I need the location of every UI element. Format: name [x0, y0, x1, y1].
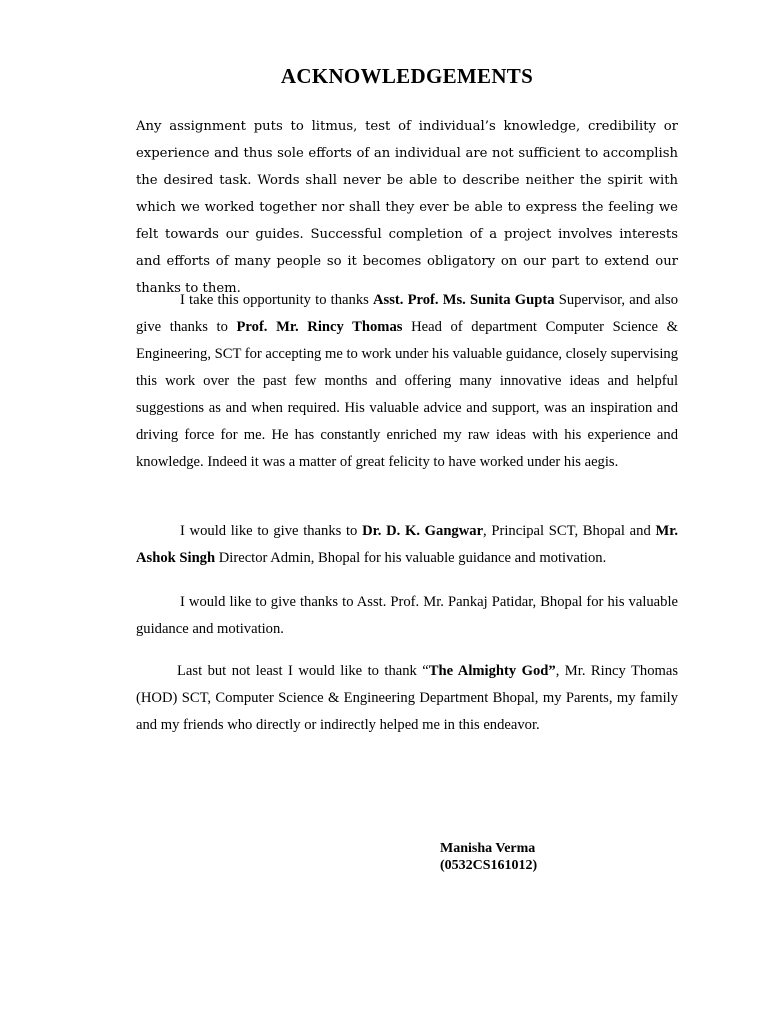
text-segment: Head of department Computer Science & Engineering, SCT for accepting me to work under his valuable guidance, closely supervising this work over the past few months and offering many innovative ideas and helpful suggestions as and when required. His valuable advice and support, was an inspiration and driving force for me. He has constantly enriched my raw ideas with his experience and knowledge. Indeed it was a matter of great felicity to have worked under his aegis.	[136, 319, 678, 470]
document-page	[136, 0, 678, 1024]
paragraph-intro: Any assignment puts to litmus, test of individual’s knowledge, credibility or experience and thus sole efforts of an individual are not sufficient to accomplish the desired task. Words shall never be able to describe neither the spirit with which we worked together nor shall they ever be able to express the feeling we felt towards our guides. Successful completion of a project involves interests and efforts of many people so it becomes obligatory on our part to extend our thanks to them.	[136, 119, 678, 296]
text-segment: Supervisor, and also give thanks to	[136, 292, 678, 335]
text-segment: , Mr. Rincy Thomas (HOD) SCT, Computer Science & Engineering Department Bhopal, my Parents, my family and my friends who directly or indirectly helped me in this endeavor.	[136, 663, 679, 733]
name-ashok-singh: Mr. Ashok Singh	[136, 523, 678, 566]
signature-id: (0532CS161012)	[440, 858, 538, 873]
paragraph-final-thanks	[136, 658, 678, 739]
text-segment: I take this opportunity to thanks	[180, 292, 373, 308]
paragraph-patidar-thanks: I would like to give thanks to Asst. Prof. Mr. Pankaj Patidar, Bhopal for his valuable guidance and motivation.	[136, 594, 678, 637]
text-segment: , Principal SCT, Bhopal and	[483, 523, 656, 539]
text-segment: Last but not least I would like to thank “	[177, 663, 429, 679]
paragraph-principal-thanks	[136, 518, 678, 572]
name-sunita-gupta: Asst. Prof. Ms. Sunita Gupta	[373, 292, 555, 308]
text-segment: Director Admin, Bhopal for his valuable guidance and motivation.	[215, 550, 607, 566]
signature-block	[440, 840, 537, 874]
name-rincy-thomas: Prof. Mr. Rincy Thomas	[236, 319, 403, 335]
signature-name: Manisha Verma	[440, 841, 536, 856]
phrase-almighty-god: The Almighty God	[428, 663, 549, 679]
page-title: ACKNOWLEDGEMENTS	[280, 64, 534, 88]
closing-quote: ”	[548, 663, 556, 679]
text-segment: I would like to give thanks to	[180, 523, 363, 539]
name-dk-gangwar: Dr. D. K. Gangwar	[362, 523, 484, 539]
paragraph-supervisor-thanks	[136, 287, 678, 476]
